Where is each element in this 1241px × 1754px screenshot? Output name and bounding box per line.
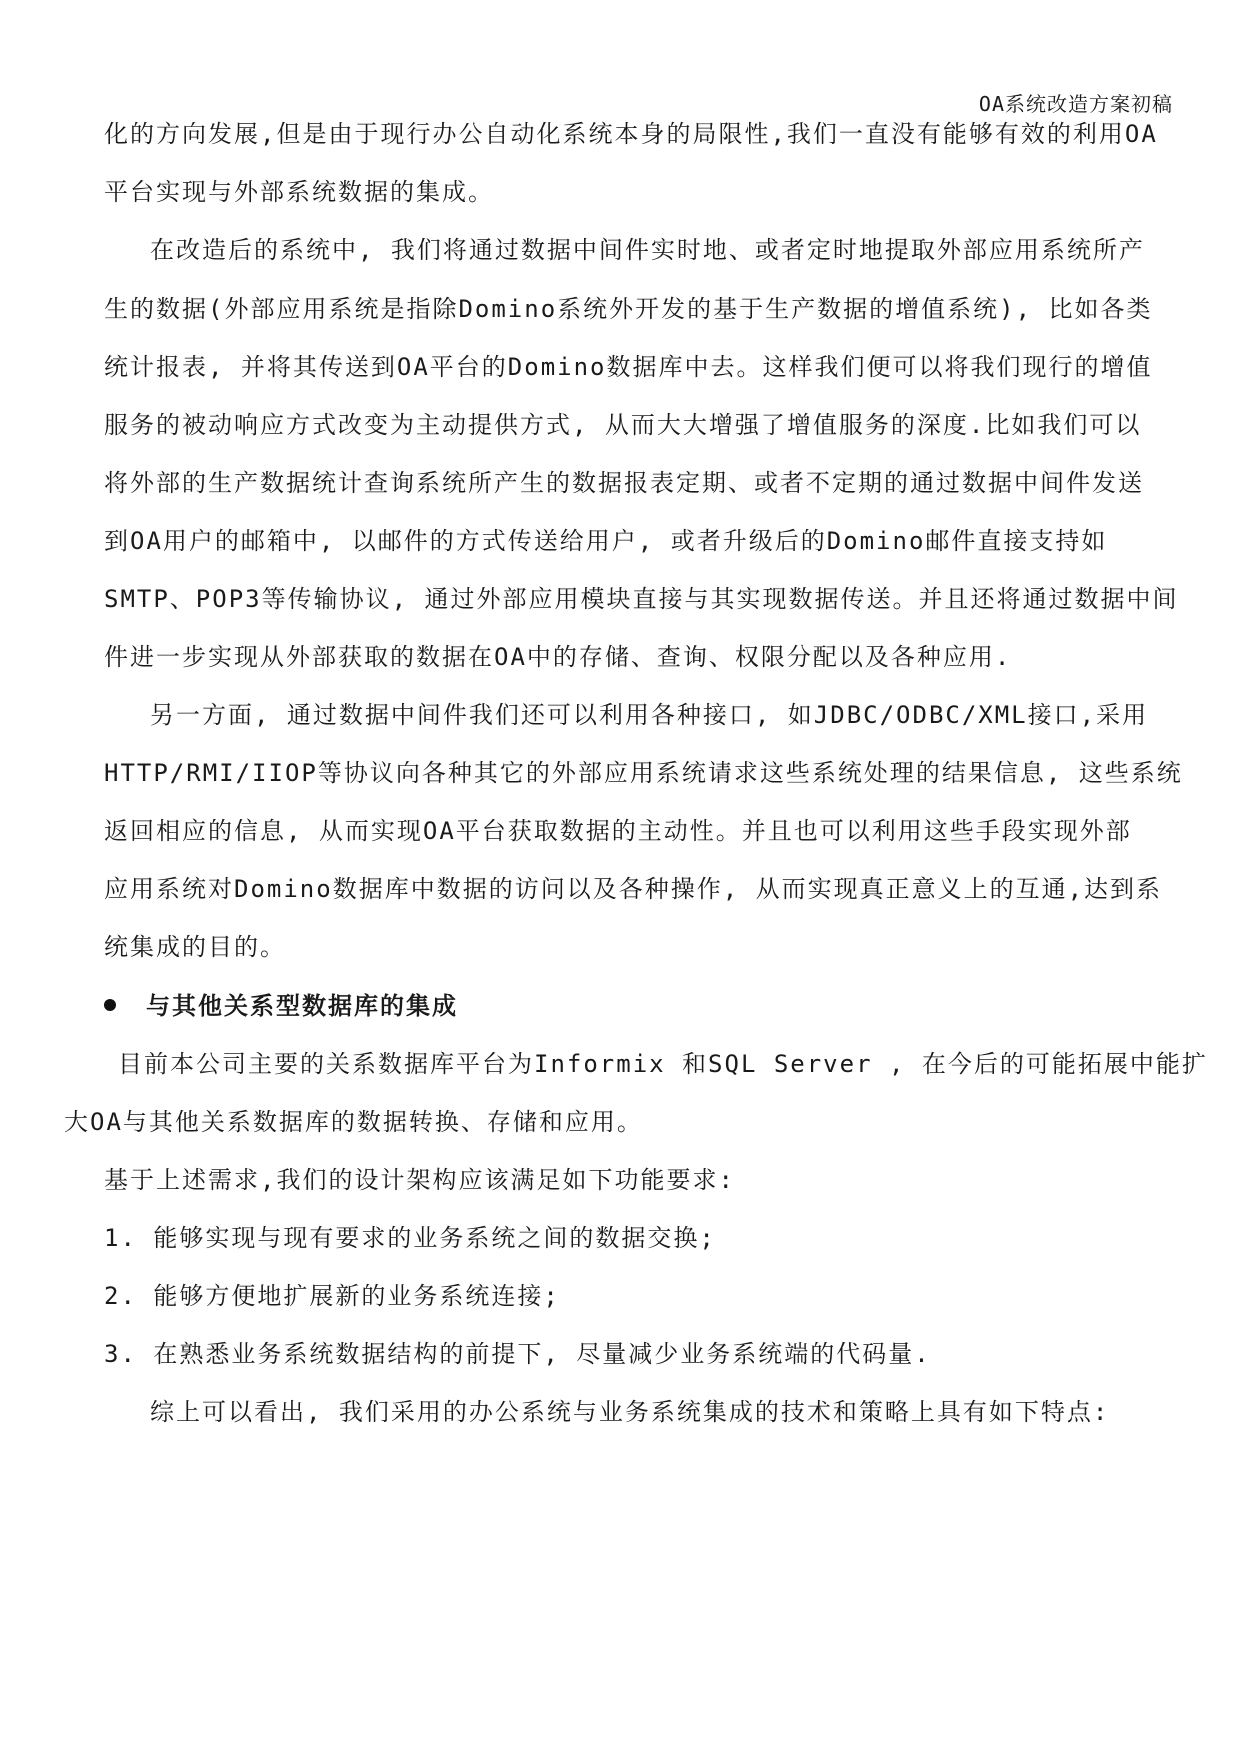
page-header-title: OA系统改造方案初稿 <box>978 92 1173 116</box>
paragraph-line: 基于上述需求,我们的设计架构应该满足如下功能要求: <box>104 1166 735 1194</box>
paragraph-line: 到OA用户的邮箱中, 以邮件的方式传送给用户, 或者升级后的Domino邮件直接支持如 <box>104 527 1108 555</box>
paragraph-line: 平台实现与外部系统数据的集成。 <box>104 178 494 206</box>
list-item: 1. 能够实现与现有要求的业务系统之间的数据交换; <box>104 1224 716 1252</box>
paragraph-line: 统集成的目的。 <box>104 933 286 961</box>
section-heading-text: 与其他关系型数据库的集成 <box>146 992 458 1020</box>
paragraph-line: 返回相应的信息, 从而实现OA平台获取数据的主动性。并且也可以利用这些手段实现外部 <box>104 817 1132 845</box>
paragraph-line: 统计报表, 并将其传送到OA平台的Domino数据库中去。这样我们便可以将我们现行的增值 <box>104 353 1153 381</box>
paragraph-line: 将外部的生产数据统计查询系统所产生的数据报表定期、或者不定期的通过数据中间件发送 <box>104 469 1144 497</box>
paragraph-line: 大OA与其他关系数据库的数据转换、存储和应用。 <box>64 1108 643 1136</box>
paragraph-line: 目前本公司主要的关系数据库平台为Informix 和SQL Server , 在今后的可能拓展中能扩 <box>118 1050 1208 1078</box>
paragraph-line: 服务的被动响应方式改变为主动提供方式, 从而大大增强了增值服务的深度.比如我们可以 <box>104 411 1142 439</box>
list-item: 3. 在熟悉业务系统数据结构的前提下, 尽量减少业务系统端的代码量. <box>104 1340 931 1368</box>
paragraph-line: 应用系统对Domino数据库中数据的访问以及各种操作, 从而实现真正意义上的互通,达到系 <box>104 875 1163 903</box>
section-heading <box>104 990 458 1022</box>
paragraph-line: 件进一步实现从外部获取的数据在OA中的存储、查询、权限分配以及各种应用. <box>104 643 1012 671</box>
paragraph-line: 综上可以看出, 我们采用的办公系统与业务系统集成的技术和策略上具有如下特点: <box>150 1398 1110 1426</box>
paragraph-line: 生的数据(外部应用系统是指除Domino系统外开发的基于生产数据的增值系统), 比如各类 <box>104 295 1153 323</box>
list-item: 2. 能够方便地扩展新的业务系统连接; <box>104 1282 560 1310</box>
bullet-icon <box>104 999 116 1011</box>
paragraph-line: SMTP、POP3等传输协议, 通过外部应用模块直接与其实现数据传送。并且还将通过数据中间 <box>104 585 1179 613</box>
paragraph-line: 在改造后的系统中, 我们将通过数据中间件实时地、或者定时地提取外部应用系统所产 <box>150 236 1145 264</box>
paragraph-line: 化的方向发展,但是由于现行办公自动化系统本身的局限性,我们一直没有能够有效的利用OA <box>104 120 1158 148</box>
paragraph-line: 另一方面, 通过数据中间件我们还可以利用各种接口, 如JDBC/ODBC/XML接口,采用 <box>150 701 1149 729</box>
paragraph-line: HTTP/RMI/IIOP等协议向各种其它的外部应用系统请求这些系统处理的结果信息, 这些系统 <box>104 759 1183 787</box>
